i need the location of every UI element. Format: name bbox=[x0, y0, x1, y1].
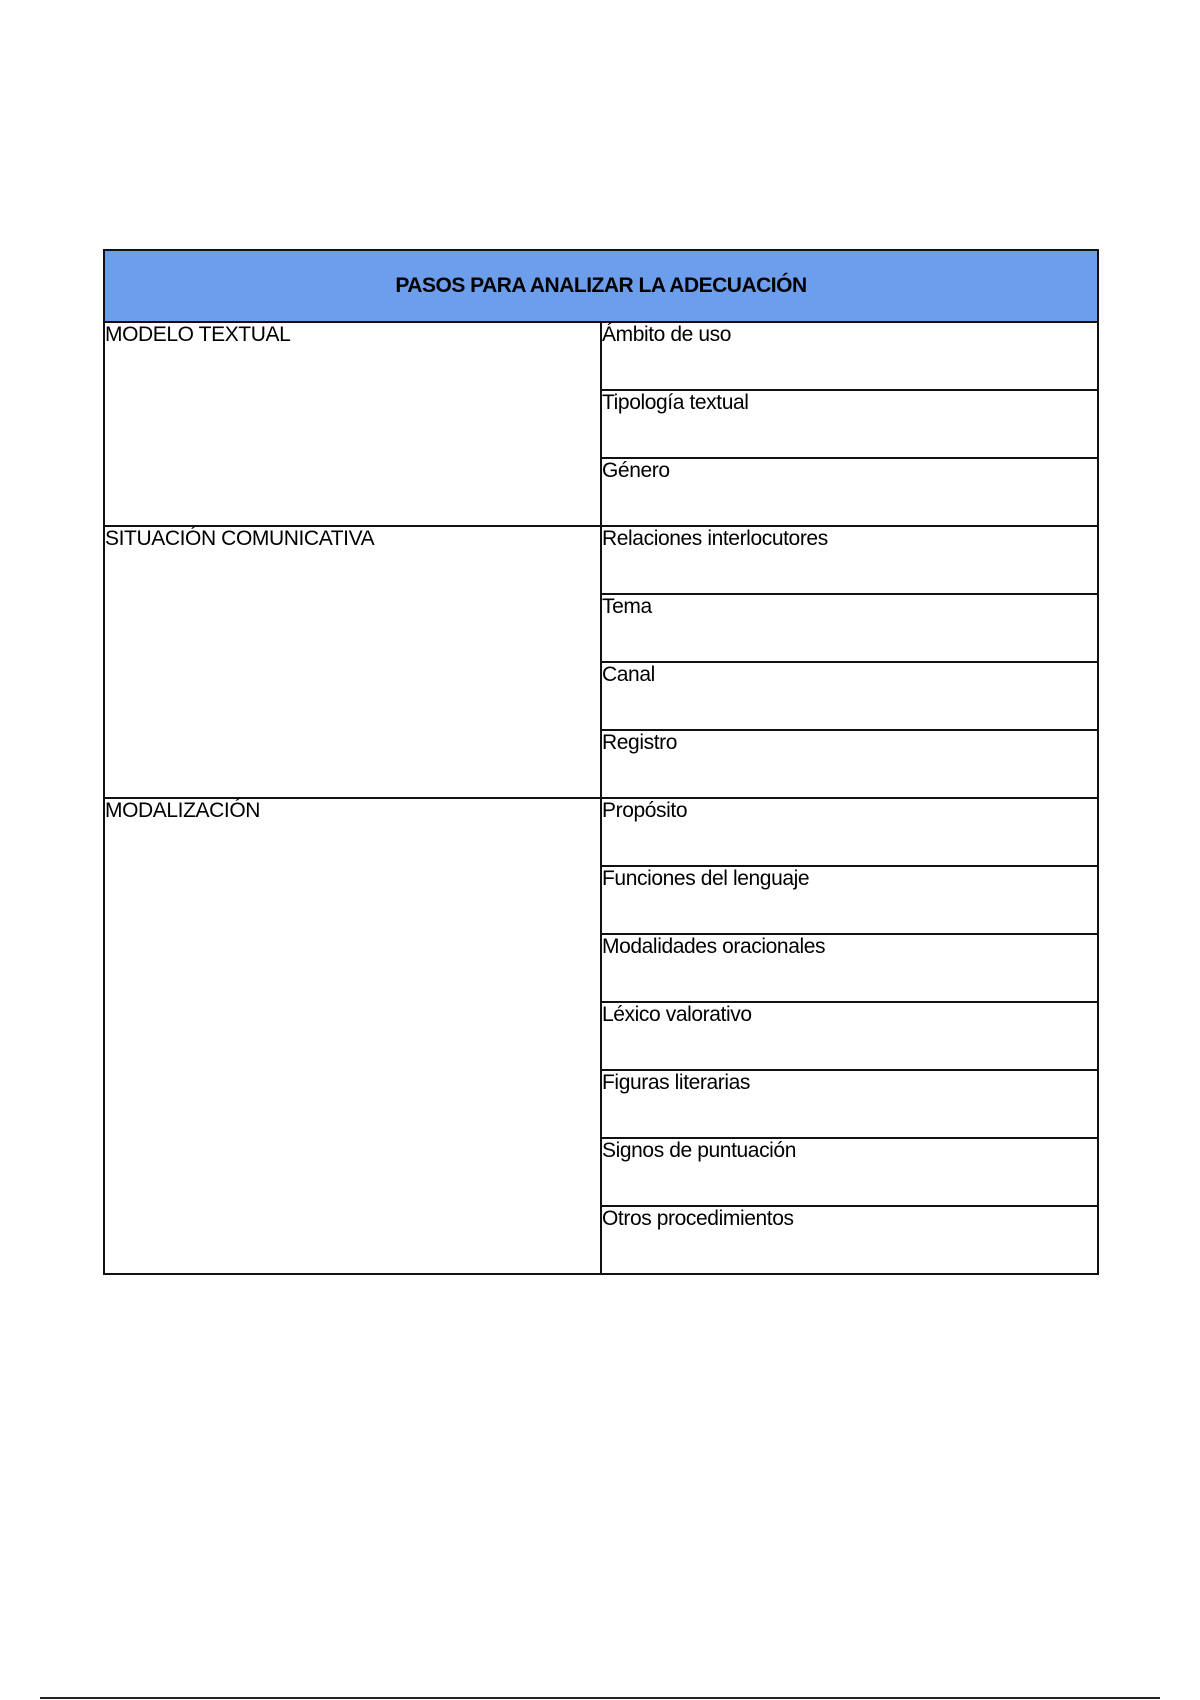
table-row bbox=[104, 526, 1098, 594]
step-otros-procedimientos: Otros procedimientos bbox=[601, 1206, 1098, 1274]
step-lexico-valorativo: Léxico valorativo bbox=[601, 1002, 1098, 1070]
step-signos-de-puntuacion: Signos de puntuación bbox=[601, 1138, 1098, 1206]
table-row bbox=[104, 322, 1098, 390]
table-title: PASOS PARA ANALIZAR LA ADECUACIÓN bbox=[104, 250, 1098, 322]
step-figuras-literarias: Figuras literarias bbox=[601, 1070, 1098, 1138]
section-modelo-textual: MODELO TEXTUAL bbox=[104, 322, 601, 526]
step-ambito-de-uso: Ámbito de uso bbox=[601, 322, 1098, 390]
page-bottom-rule bbox=[40, 1697, 1160, 1699]
step-relaciones-interlocutores: Relaciones interlocutores bbox=[601, 526, 1098, 594]
step-canal: Canal bbox=[601, 662, 1098, 730]
step-registro: Registro bbox=[601, 730, 1098, 798]
section-modalizacion: MODALIZACIÓN bbox=[104, 798, 601, 1274]
step-modalidades-oracionales: Modalidades oracionales bbox=[601, 934, 1098, 1002]
step-funciones-del-lenguaje: Funciones del lenguaje bbox=[601, 866, 1098, 934]
table-row bbox=[104, 798, 1098, 866]
analysis-steps-table bbox=[103, 249, 1099, 1275]
step-tema: Tema bbox=[601, 594, 1098, 662]
section-situacion-comunicativa: SITUACIÓN COMUNICATIVA bbox=[104, 526, 601, 798]
step-genero: Género bbox=[601, 458, 1098, 526]
table-header-row bbox=[104, 250, 1098, 322]
step-tipologia-textual: Tipología textual bbox=[601, 390, 1098, 458]
step-proposito: Propósito bbox=[601, 798, 1098, 866]
